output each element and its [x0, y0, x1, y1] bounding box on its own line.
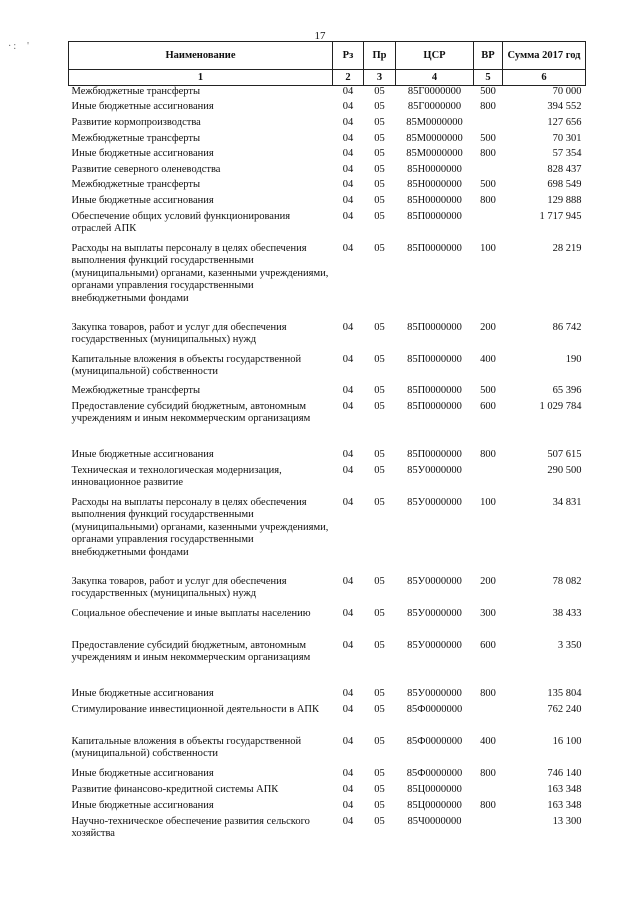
header-sum: Сумма 2017 год: [503, 42, 586, 70]
row-vr: 500: [480, 178, 496, 190]
row-name: Техническая и технологическая модернизация, инновационное развитие: [71, 464, 282, 488]
table-row: [69, 576, 586, 608]
row-name: Иные бюджетные ассигнования: [71, 767, 214, 779]
row-vr: 500: [480, 132, 496, 144]
row-rz: 04: [342, 321, 354, 333]
row-rz: 04: [342, 242, 354, 254]
table-body: [69, 86, 586, 847]
row-csr: 85Н0000000: [407, 163, 462, 175]
row-pr: 05: [374, 639, 385, 651]
row-sum: 127 656: [547, 116, 582, 128]
row-sum: 65 396: [552, 384, 582, 396]
row-sum: 163 348: [547, 799, 582, 811]
row-vr: 800: [480, 799, 496, 811]
row-vr: 800: [480, 100, 496, 112]
row-vr: [474, 211, 503, 243]
row-pr: 05: [374, 116, 385, 128]
row-rz: 04: [342, 400, 354, 412]
header-rz: Рз: [333, 42, 364, 70]
row-rz: 04: [342, 575, 354, 587]
row-name: Расходы на выплаты персоналу в целях обеспечения выполнения функций государственными (муниципальными) органами, казенными учреждениями, органами управления государственными внебюджетными фондами: [71, 242, 329, 304]
row-sum: 70 301: [552, 132, 582, 144]
row-pr: 05: [374, 100, 385, 112]
table-header: [69, 42, 586, 86]
row-rz: 04: [342, 116, 354, 128]
row-csr: 85П0000000: [407, 210, 462, 222]
row-csr: 85Ц0000000: [407, 783, 462, 795]
row-name: Предоставление субсидий бюджетным, автономным учреждениям и иным некоммерческим организациям: [71, 639, 311, 663]
row-name: Обеспечение общих условий функционирования отраслей АПК: [71, 210, 291, 234]
row-sum: 34 831: [552, 496, 582, 508]
row-sum: 507 615: [547, 448, 582, 460]
table-row: [69, 768, 586, 784]
row-sum: 57 354: [552, 147, 582, 159]
table-row: [69, 608, 586, 640]
row-vr: 400: [480, 353, 496, 365]
row-vr: 100: [480, 496, 496, 508]
row-name: Развитие кормопроизводства: [71, 116, 201, 128]
row-sum: 28 219: [552, 242, 582, 254]
row-rz: 04: [342, 639, 354, 651]
row-vr: 100: [480, 242, 496, 254]
row-rz: 04: [342, 464, 354, 476]
row-rz: 04: [342, 100, 354, 112]
table-row: [69, 736, 586, 768]
table-row: [69, 243, 586, 322]
row-name: Капитальные вложения в объекты государственной (муниципальной) собственности: [71, 735, 302, 759]
table-row: [69, 688, 586, 704]
row-vr: [474, 784, 503, 800]
row-sum: 78 082: [552, 575, 582, 587]
row-csr: 85У0000000: [407, 496, 462, 508]
table-row: [69, 497, 586, 576]
row-rz: 04: [342, 178, 354, 190]
table-row: [69, 133, 586, 148]
table-row: [69, 211, 586, 243]
row-sum: 1 029 784: [539, 400, 582, 412]
row-vr: [474, 465, 503, 497]
row-name: Развитие финансово-кредитной системы АПК: [71, 783, 279, 795]
header-num-3: 3: [364, 70, 396, 86]
table-row: [69, 784, 586, 800]
row-csr: 85У0000000: [407, 575, 462, 587]
row-sum: 1 717 945: [539, 210, 582, 222]
budget-table: [68, 41, 586, 847]
table-row: [69, 640, 586, 688]
row-pr: 05: [374, 132, 385, 144]
row-csr: 85М0000000: [406, 132, 463, 144]
table-row: [69, 449, 586, 465]
row-rz: 04: [342, 384, 354, 396]
row-name: Иные бюджетные ассигнования: [71, 147, 214, 159]
row-vr: 800: [480, 147, 496, 159]
row-name: Предоставление субсидий бюджетным, автономным учреждениям и иным некоммерческим организациям: [71, 400, 311, 424]
table-row: [69, 322, 586, 354]
row-sum: 746 140: [547, 767, 582, 779]
row-name: Социальное обеспечение и иные выплаты населению: [71, 607, 311, 619]
row-pr: 05: [374, 163, 385, 175]
row-vr: 600: [480, 400, 496, 412]
header-vr: ВР: [474, 42, 503, 70]
row-rz: 04: [342, 194, 354, 206]
row-csr: 85П0000000: [407, 353, 462, 365]
row-pr: 05: [374, 194, 385, 206]
margin-scan-mark: ·: ': [8, 41, 31, 52]
table-row: [69, 354, 586, 385]
row-csr: 85У0000000: [407, 639, 462, 651]
row-sum: 828 437: [547, 163, 582, 175]
row-pr: 05: [374, 607, 385, 619]
row-rz: 04: [342, 86, 354, 97]
header-pr: Пр: [364, 42, 396, 70]
row-name: Развитие северного оленеводства: [71, 163, 221, 175]
header-csr: ЦСР: [396, 42, 474, 70]
table-row: [69, 117, 586, 133]
row-sum: 163 348: [547, 783, 582, 795]
table-row: [69, 148, 586, 164]
table-row: [69, 816, 586, 847]
row-vr: 500: [480, 384, 496, 396]
row-sum: 38 433: [552, 607, 582, 619]
row-rz: 04: [342, 815, 354, 827]
row-rz: 04: [342, 687, 354, 699]
row-vr: 500: [480, 86, 496, 97]
row-name: Капитальные вложения в объекты государственной (муниципальной) собственности: [71, 353, 302, 377]
table-row: [69, 800, 586, 816]
row-sum: 86 742: [552, 321, 582, 333]
row-pr: 05: [374, 575, 385, 587]
row-name: Иные бюджетные ассигнования: [71, 100, 214, 112]
row-pr: 05: [374, 464, 385, 476]
row-pr: 05: [374, 178, 385, 190]
row-sum: 3 350: [557, 639, 582, 651]
row-rz: 04: [342, 448, 354, 460]
header-num-1: 1: [69, 70, 333, 86]
row-rz: 04: [342, 783, 354, 795]
row-pr: 05: [374, 496, 385, 508]
row-pr: 05: [374, 321, 385, 333]
row-rz: 04: [342, 163, 354, 175]
header-num-5: 5: [474, 70, 503, 86]
row-name: Иные бюджетные ассигнования: [71, 448, 214, 460]
row-rz: 04: [342, 210, 354, 222]
row-name: Научно-техническое обеспечение развития сельского хозяйства: [71, 815, 310, 839]
row-vr: 800: [480, 767, 496, 779]
table-row: [69, 704, 586, 736]
row-vr: [474, 816, 503, 847]
row-csr: 85У0000000: [407, 607, 462, 619]
row-rz: 04: [342, 147, 354, 159]
row-csr: 85М0000000: [406, 147, 463, 159]
row-name: Стимулирование инвестиционной деятельности в АПК: [71, 703, 319, 715]
row-rz: 04: [342, 132, 354, 144]
row-pr: 05: [374, 400, 385, 412]
row-name: Межбюджетные трансферты: [71, 384, 201, 396]
row-name: Межбюджетные трансферты: [71, 86, 201, 97]
row-vr: 800: [480, 194, 496, 206]
row-csr: 85Г0000000: [407, 86, 462, 97]
row-pr: 05: [374, 687, 385, 699]
row-rz: 04: [342, 735, 354, 747]
row-csr: 85Н0000000: [407, 194, 462, 206]
row-name: Закупка товаров, работ и услуг для обеспечения государственных (муниципальных) нужд: [71, 321, 287, 345]
row-vr: 200: [480, 575, 496, 587]
row-sum: 129 888: [547, 194, 582, 206]
row-rz: 04: [342, 703, 354, 715]
row-csr: 85П0000000: [407, 242, 462, 254]
row-vr: 200: [480, 321, 496, 333]
row-pr: 05: [374, 210, 385, 222]
row-pr: 05: [374, 353, 385, 365]
row-csr: 85У0000000: [407, 464, 462, 476]
row-rz: 04: [342, 496, 354, 508]
row-sum: 135 804: [547, 687, 582, 699]
table-row: [69, 195, 586, 211]
row-pr: 05: [374, 86, 385, 97]
table-row: [69, 164, 586, 179]
row-rz: 04: [342, 767, 354, 779]
row-name: Иные бюджетные ассигнования: [71, 799, 214, 811]
row-pr: 05: [374, 767, 385, 779]
table-row: [69, 401, 586, 449]
row-pr: 05: [374, 735, 385, 747]
row-csr: 85П0000000: [407, 400, 462, 412]
row-vr: 800: [480, 687, 496, 699]
row-csr: 85Ф0000000: [406, 735, 463, 747]
row-csr: 85Ф0000000: [406, 767, 463, 779]
row-csr: 85Н0000000: [407, 178, 462, 190]
row-pr: 05: [374, 448, 385, 460]
row-sum: 16 100: [552, 735, 582, 747]
row-name: Межбюджетные трансферты: [71, 178, 201, 190]
row-rz: 04: [342, 607, 354, 619]
row-vr: 400: [480, 735, 496, 747]
row-csr: 85Ц0000000: [407, 799, 462, 811]
row-csr: 85Ч0000000: [407, 815, 462, 827]
row-pr: 05: [374, 242, 385, 254]
table-row: [69, 385, 586, 401]
row-pr: 05: [374, 384, 385, 396]
row-name: Межбюджетные трансферты: [71, 132, 201, 144]
row-pr: 05: [374, 147, 385, 159]
row-pr: 05: [374, 703, 385, 715]
row-sum: 698 549: [547, 178, 582, 190]
row-csr: 85Ф0000000: [406, 703, 463, 715]
row-csr: 85У0000000: [407, 687, 462, 699]
row-csr: 85П0000000: [407, 384, 462, 396]
row-rz: 04: [342, 353, 354, 365]
row-vr: 600: [480, 639, 496, 651]
row-vr: [474, 117, 503, 133]
header-num-6: 6: [503, 70, 586, 86]
row-csr: 85Г0000000: [407, 100, 462, 112]
row-name: Расходы на выплаты персоналу в целях обеспечения выполнения функций государственными (муниципальными) органами, казенными учреждениями, органами управления государственными внебюджетными фондами: [71, 496, 329, 558]
table-row: [69, 465, 586, 497]
page-number: 17: [314, 30, 326, 42]
row-name: Иные бюджетные ассигнования: [71, 194, 214, 206]
table-row: [69, 101, 586, 117]
row-pr: 05: [374, 815, 385, 827]
row-pr: 05: [374, 783, 385, 795]
table-row: [69, 86, 586, 101]
row-csr: 85М0000000: [406, 116, 463, 128]
row-name: Иные бюджетные ассигнования: [71, 687, 214, 699]
header-num-2: 2: [333, 70, 364, 86]
row-vr: [474, 704, 503, 736]
table-row: [69, 179, 586, 195]
row-sum: 394 552: [547, 100, 582, 112]
row-csr: 85П0000000: [407, 448, 462, 460]
row-name: Закупка товаров, работ и услуг для обеспечения государственных (муниципальных) нужд: [71, 575, 287, 599]
header-name: Наименование: [69, 42, 333, 70]
row-vr: [474, 164, 503, 179]
row-sum: 290 500: [547, 464, 582, 476]
row-sum: 70 000: [552, 86, 582, 97]
row-csr: 85П0000000: [407, 321, 462, 333]
row-rz: 04: [342, 799, 354, 811]
row-vr: 300: [480, 607, 496, 619]
row-sum: 190: [565, 353, 582, 365]
row-vr: 800: [480, 448, 496, 460]
row-sum: 762 240: [547, 703, 582, 715]
row-pr: 05: [374, 799, 385, 811]
row-sum: 13 300: [552, 815, 582, 827]
header-num-4: 4: [396, 70, 474, 86]
